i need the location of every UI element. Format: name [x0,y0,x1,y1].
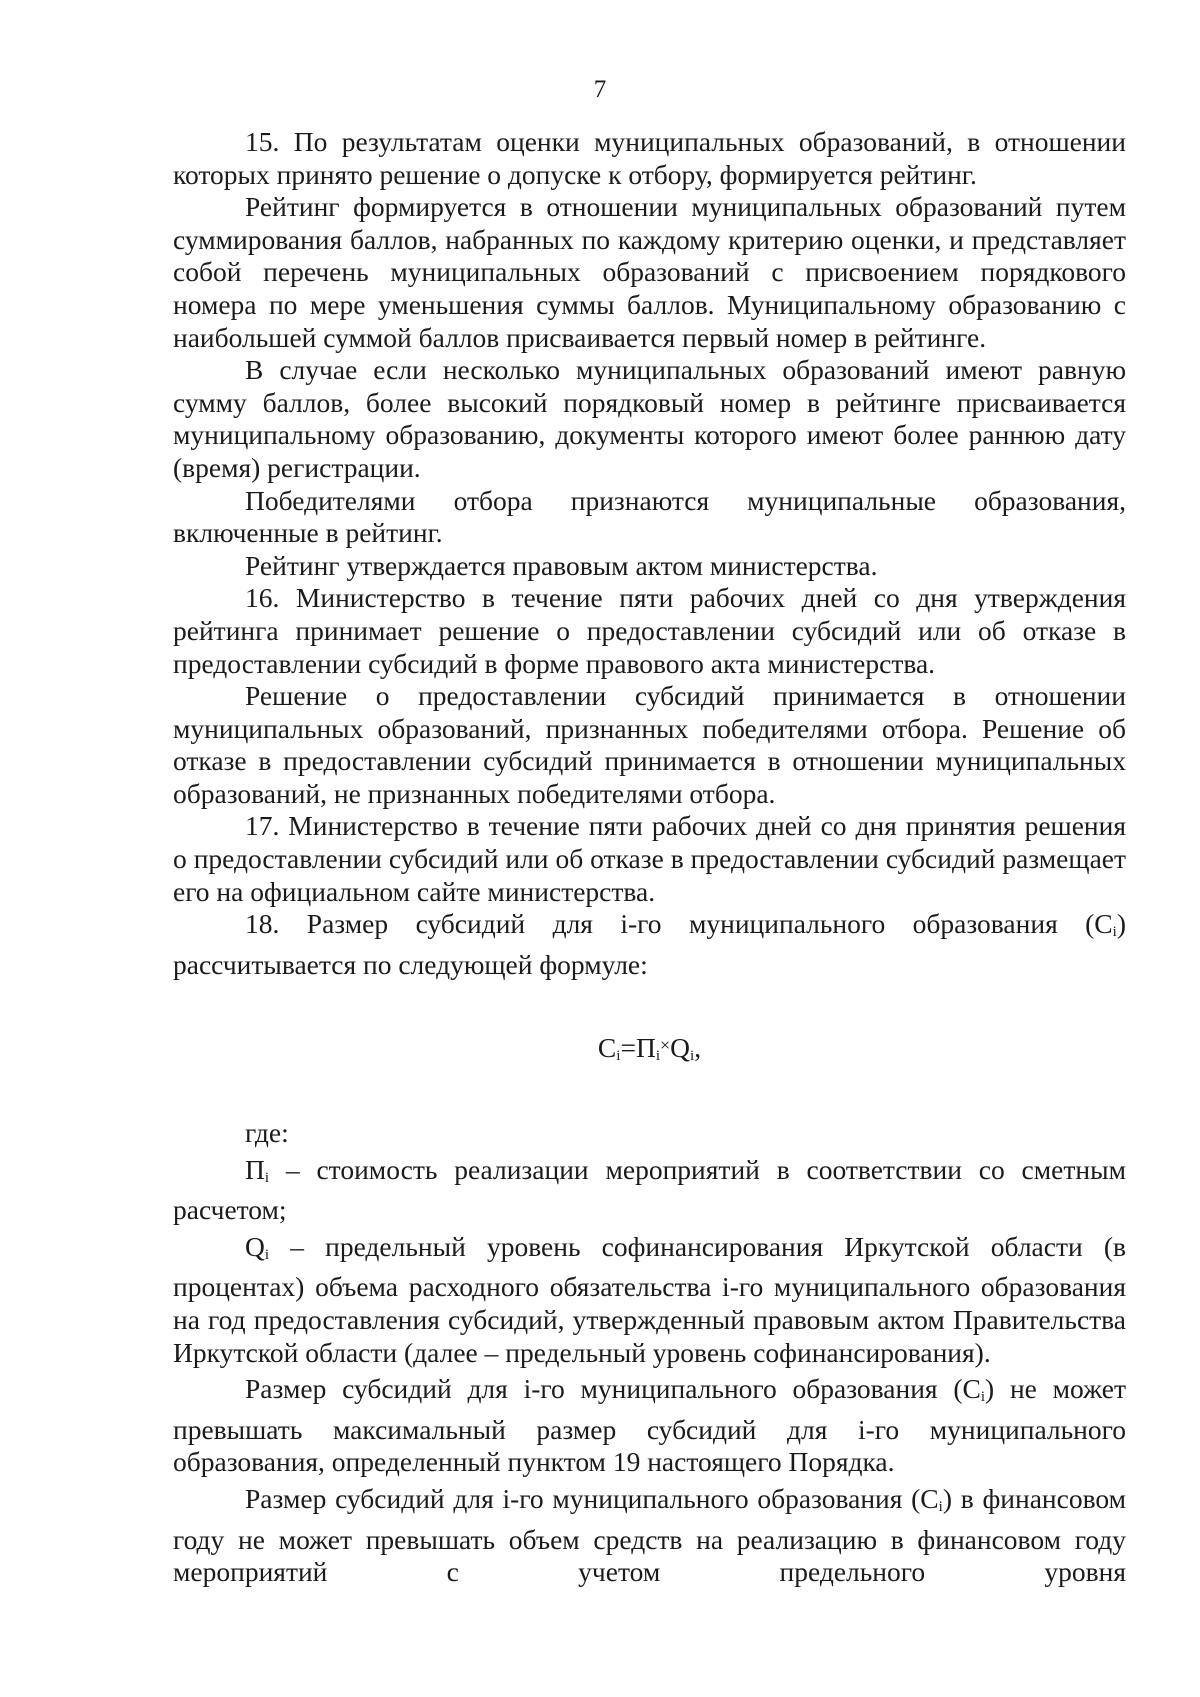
paragraph-16: 16. Министерство в течение пяти рабочих дней со дня утверждения рейтинга принимает решение о предоставлении субсидий или об отказе в предоставлении субсидий в форме правового акта министерства. [173,582,1126,679]
paragraph-financial-year: Размер субсидий для i-го муниципального образования $(C_i)$ в финансовом году не может превышать объем средств на реализацию в финансовом году мероприятий с учетом предельного уровня [173,1482,1126,1588]
paragraph-18-part-1: 18. Размер субсидий для i-го муниципального образования (C [245,908,1113,940]
paragraph-max-size: Размер субсидий для i-го муниципального образования $(C_i)$ не может превышать максимальный размер субсидий для i-го муниципального образования, определенный пунктом 19 настоящего Порядка. [173,1373,1126,1478]
paragraph-rating-approval: Рейтинг утверждается правовым актом министерства. [245,549,878,581]
definition-q: $Q_i$ – предельный уровень софинансирования Иркутской области (в процентах) объема расходного обязательства i-го муниципального образования на год предоставления субсидий, утвержденный правовым актом Правительства Иркутской области (далее – предельный уровень софинансирования). [173,1230,1126,1368]
paragraph-15: 15. По результатам оценки муниципальных образований, в отношении которых принято решение о допуске к отбору, формируется рейтинг. [173,126,1126,190]
where-label: где: [245,1117,289,1149]
paragraph-decision: Решение о предоставлении субсидий принимается в отношении муниципальных образований, признанных победителями отбора. Решение об отказе в предоставлении субсидий принимается в отношении муниципальных образований, не признанных победителями отбора. [173,680,1126,809]
subsidy-formula: $C_i=П_i^\times Q_i$, [597,1032,702,1065]
paragraph-rating-formation: Рейтинг формируется в отношении муниципальных образований путем суммирования баллов, набранных по каждому критерию оценки, и представляет собой перечень муниципальных образований с присвоением порядкового номера по мере уменьшения суммы баллов. Муниципальному образованию с наибольшей суммой баллов присваивается первый номер в рейтинге. [173,191,1126,353]
subscript-i: i [1112,924,1117,941]
paragraph-equal-score: В случае если несколько муниципальных образований имеют равную сумму баллов, более высокий порядковый номер в рейтинге присваивается муниципальному образованию, документы которого имеют более раннюю дату (время) регистрации. [173,354,1126,483]
paragraph-winners: Победителями отбора признаются муниципальные образования, включенные в рейтинг. [173,484,1126,549]
definition-p: $П_i$ – стоимость реализации мероприятий в соответствии со сметным расчетом; [173,1153,1126,1226]
paragraph-17: 17. Министерство в течение пяти рабочих дней со дня принятия решения о предоставлении субсидий или об отказе в предоставлении субсидий размещает его на официальном сайте министерства. [173,810,1126,907]
page-number: 7 [593,76,607,103]
document-body [173,126,1126,1589]
paragraph-18-part-2: ) рассчитывается по следующей формуле: [173,908,1126,980]
paragraph-18 [173,908,1126,981]
